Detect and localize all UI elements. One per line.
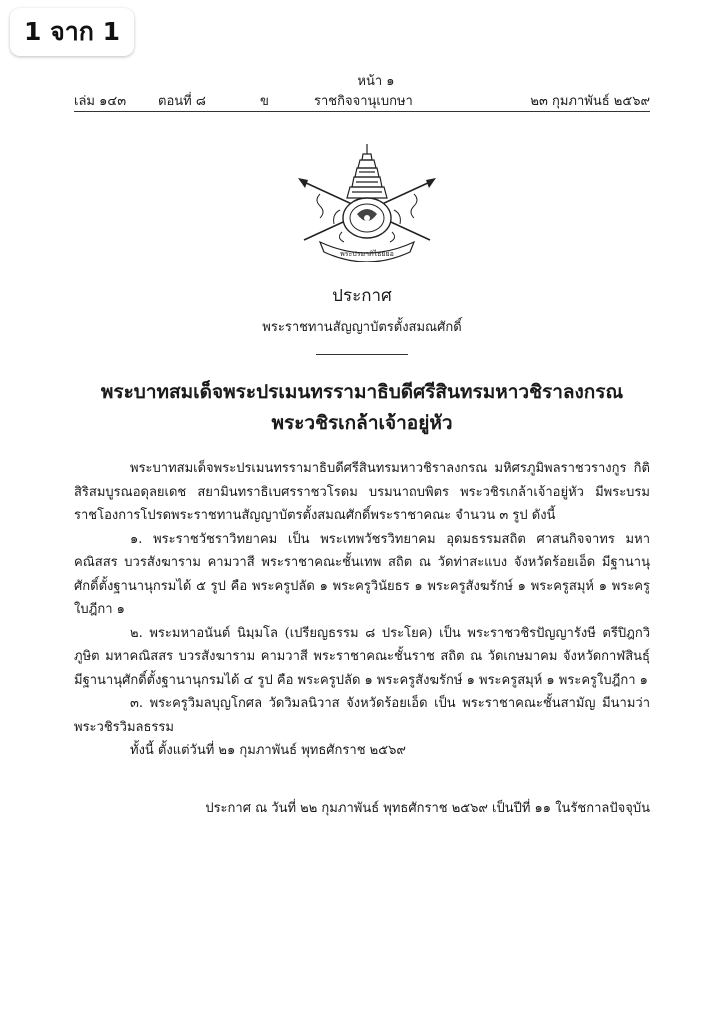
header-divider	[74, 111, 650, 112]
royal-emblem	[84, 142, 650, 262]
announcement-body	[74, 457, 650, 763]
king-title-line-1: พระบาทสมเด็จพระปรเมนทรรามาธิบดีศรีสินทรมหาวชิราลงกรณ	[100, 381, 624, 403]
king-title	[74, 377, 650, 439]
header-page-number: หน้า ๑	[357, 74, 395, 89]
header-gazette-name: ราชกิจจานุเบกษา	[314, 94, 413, 109]
gazette-document	[74, 70, 650, 818]
title-divider	[316, 354, 408, 355]
header-volume: เล่ม ๑๔๓	[74, 94, 127, 109]
gazette-header-row	[74, 88, 650, 108]
emblem-ribbon-text: พระปรมาภิไธยย่อ	[340, 250, 394, 258]
header-section: ข	[260, 94, 269, 109]
header-date: ๒๓ กุมภาพันธ์ ๒๕๖๙	[530, 94, 650, 109]
intro-paragraph: พระบาทสมเด็จพระปรเมนทรรามาธิบดีศรีสินทรมหาวชิราลงกรณ มหิศรภูมิพลราชวรางกูร กิติสิริสมบูรณอดุลยเดช สยามินทราธิเบศรราชวโรดม บรมนาถบพิตร พระวชิรเกล้าเจ้าอยู่หัว มีพระบรมราชโองการโปรดพระราชทานสัญญาบัตรตั้งสมณศักดิ์พระราชาคณะ จำนวน ๓ รูป ดังนี้	[74, 461, 650, 523]
royal-emblem-icon	[292, 142, 442, 262]
page-counter-badge: 1 จาก 1	[10, 8, 134, 56]
list-item: ๒. พระมหาอนันต์ นิมฺมโล (เปรียญธรรม ๘ ประโยค) เป็น พระราชวชิรปัญญารังษี ตรีปิฎกวิภูษิต มหาคณิสสร บวรสังฆาราม คามวาสี พระราชาคณะชั้นราช สถิต ณ วัดเกษมาคม จังหวัดกาฬสินธุ์ มีฐานานุศักดิ์ตั้งฐานานุกรมได้ ๔ รูป คือ พระครูปลัด ๑ พระครูสังฆรักษ์ ๑ พระครูสมุห์ ๑ พระครูใบฎีกา ๑	[74, 625, 650, 688]
list-item: ๑. พระราชวัชราวิทยาคม เป็น พระเทพวัชรวิทยาคม อุดมธรรมสถิต ศาสนกิจจาทร มหาคณิสสร บวรสังฆาราม คามวาสี พระราชาคณะชั้นเทพ สถิต ณ วัดท่าสะแบง จังหวัดร้อยเอ็ด มีฐานานุศักดิ์ตั้งฐานานุกรมได้ ๕ รูป คือ พระครูปลัด ๑ พระครูวินัยธร ๑ พระครูสังฆรักษ์ ๑ พระครูสมุห์ ๑ พระครูใบฎีกา ๑	[74, 531, 650, 617]
king-title-line-2: พระวชิรเกล้าเจ้าอยู่หัว	[271, 412, 453, 434]
closing-line: ประกาศ ณ วันที่ ๒๒ กุมภาพันธ์ พุทธศักราช ๒๕๖๙ เป็นปีที่ ๑๑ ในรัชกาลปัจจุบัน	[205, 800, 650, 816]
header-issue: ตอนที่ ๘	[158, 94, 206, 109]
list-item: ๓. พระครูวิมลบุญโกศล วัดวิมลนิวาส จังหวัดร้อยเอ็ด เป็น พระราชาคณะชั้นสามัญ มีนามว่า พระวชิรวิมลธรรม	[74, 696, 650, 735]
doc-subject: พระราชทานสัญญาบัตรตั้งสมณศักดิ์	[262, 320, 462, 335]
doc-type-label: ประกาศ	[332, 286, 392, 306]
announcement-title	[74, 282, 650, 355]
effective-date: ทั้งนี้ ตั้งแต่วันที่ ๒๑ กุมภาพันธ์ พุทธศักราช ๒๕๖๙	[130, 743, 406, 758]
